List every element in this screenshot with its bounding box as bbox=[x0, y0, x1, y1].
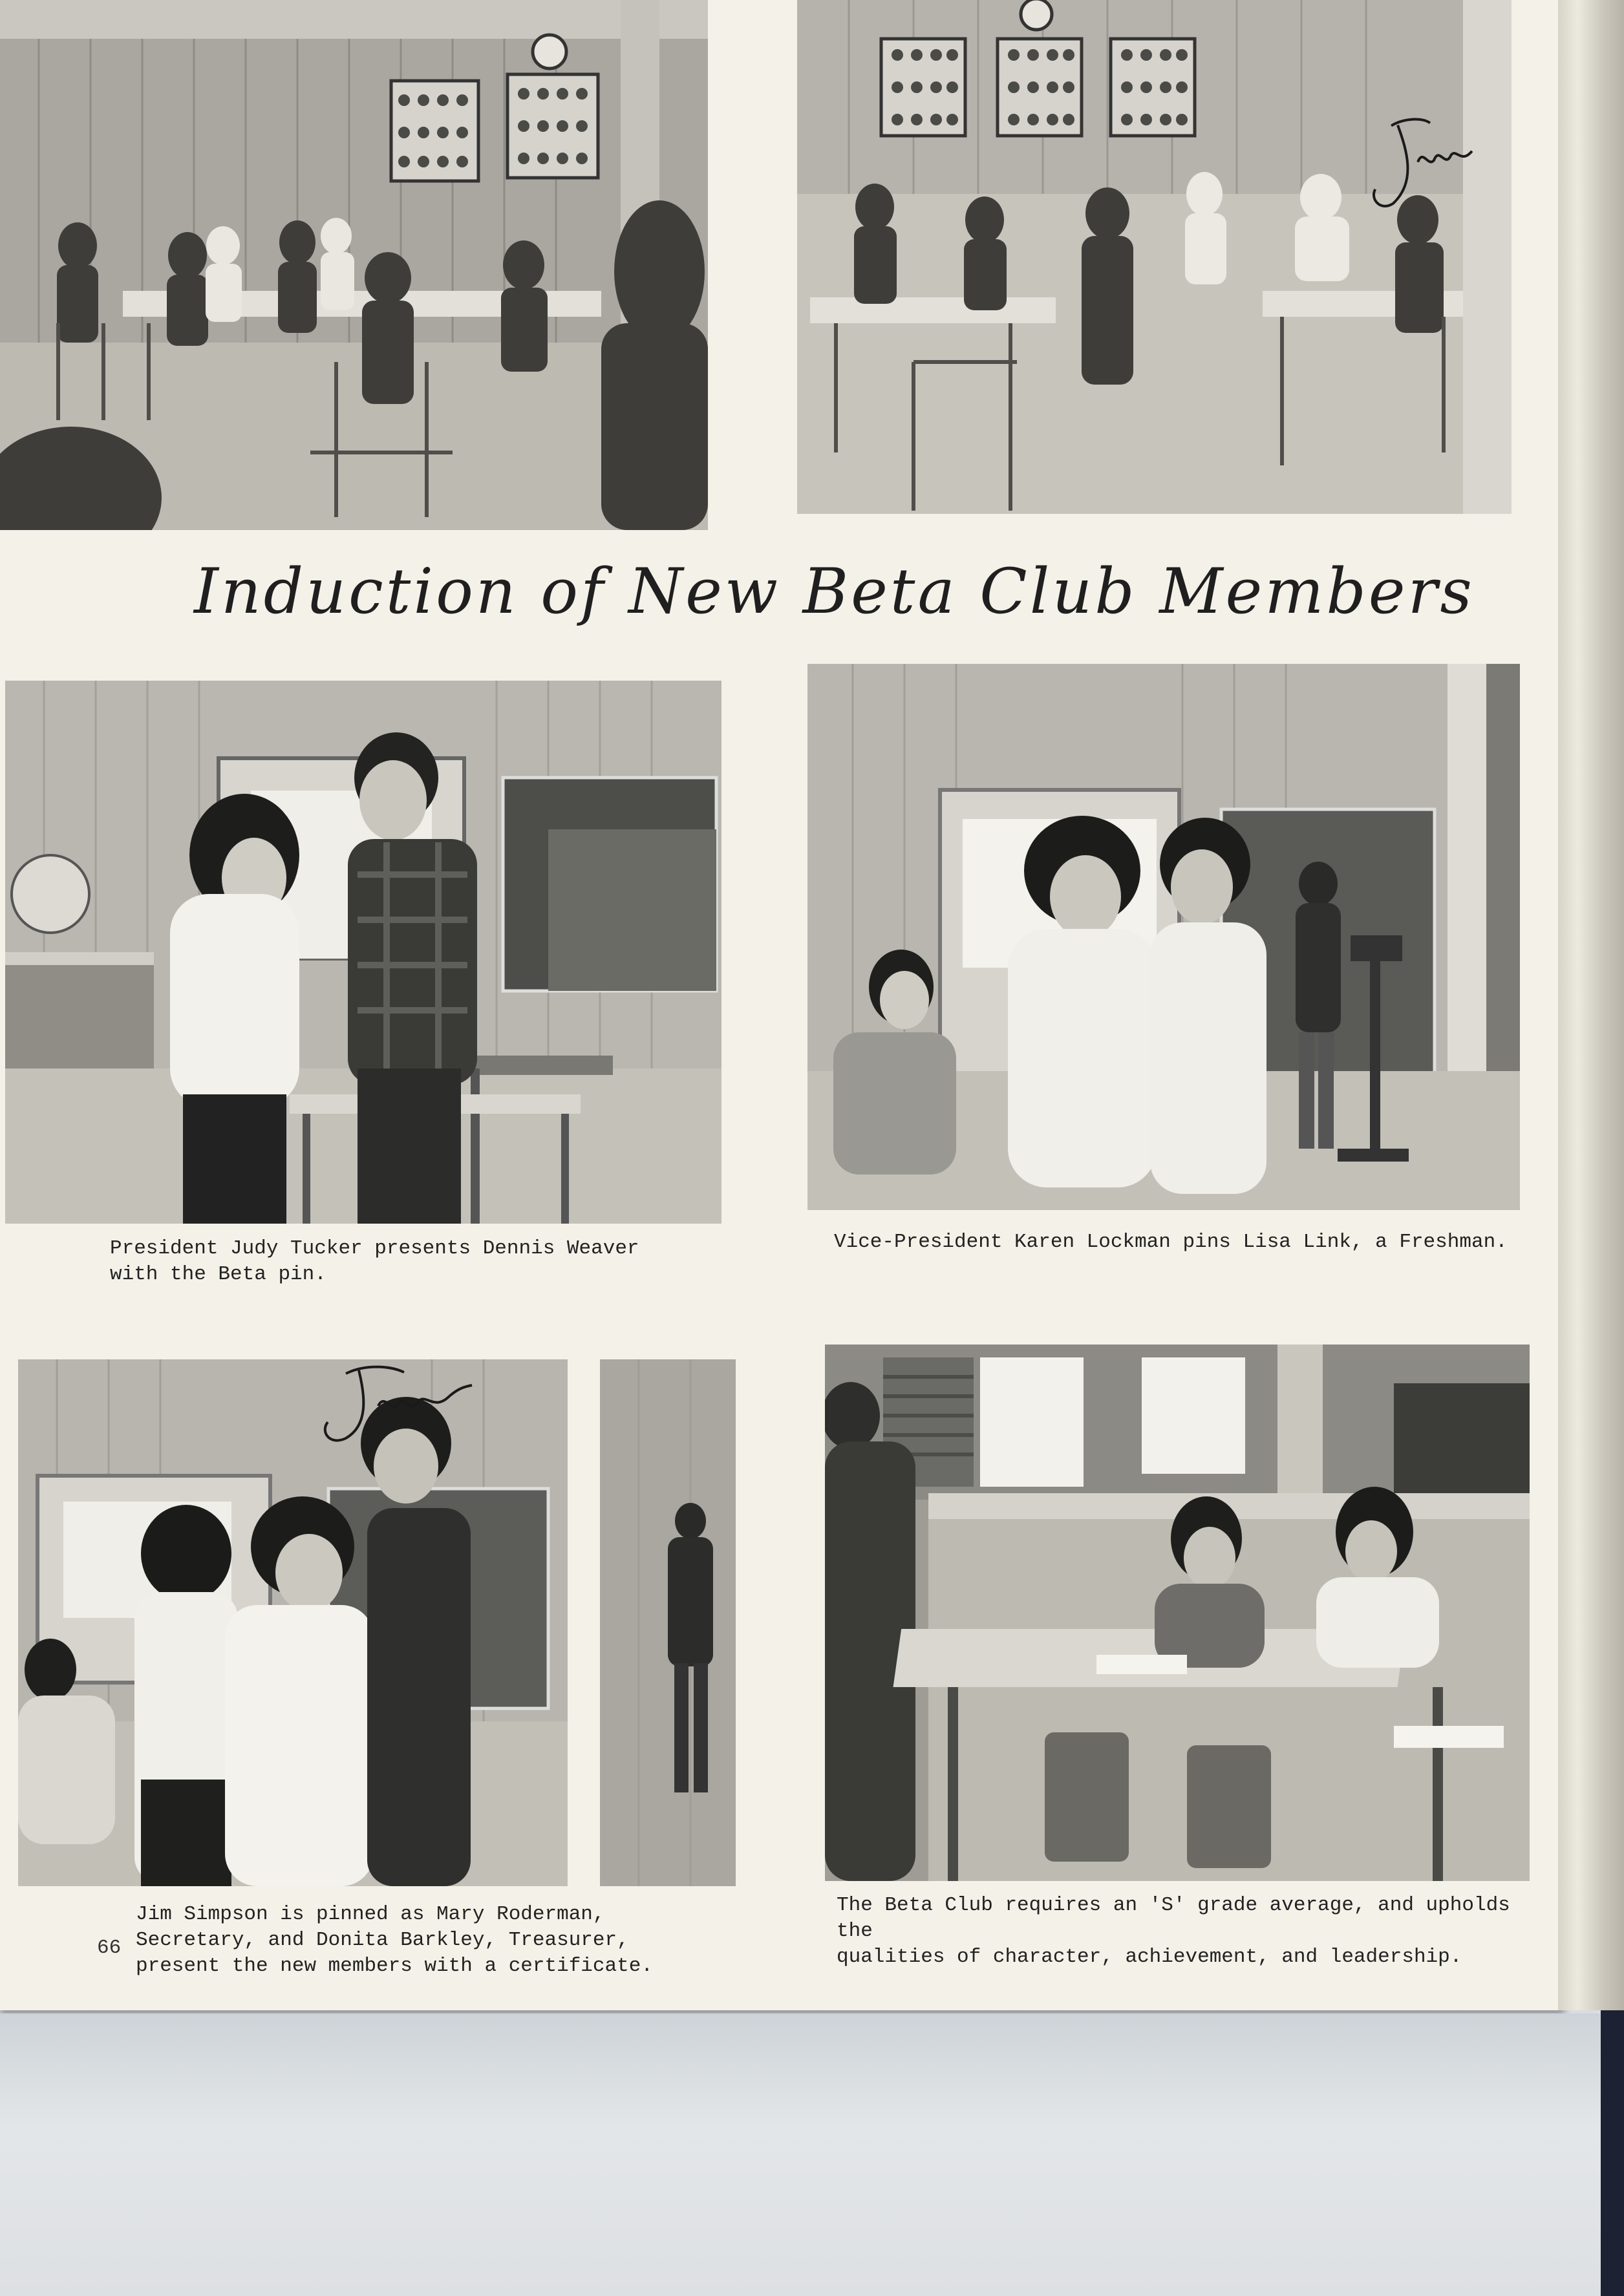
caption-middle-left: President Judy Tucker presents Dennis Weaver with the Beta pin. bbox=[110, 1237, 639, 1286]
book-binding bbox=[1558, 0, 1624, 2010]
handwritten-signature-top bbox=[1358, 104, 1487, 242]
binding-edge bbox=[1601, 2010, 1624, 2296]
caption-bottom-right: The Beta Club requires an 'S' grade average, and upholds the qualities of character, achievement, and leadership. bbox=[837, 1894, 1510, 1968]
photo-classroom-right bbox=[797, 0, 1512, 514]
photo-classroom-left bbox=[0, 0, 708, 530]
caption-middle-right: Vice-President Karen Lockman pins Lisa Link, a Freshman. bbox=[834, 1231, 1508, 1253]
handwritten-signature-bottom bbox=[320, 1361, 475, 1460]
caption-bottom-left: Jim Simpson is pinned as Mary Roderman, Secretary, and Donita Barkley, Treasurer, present the new members with a certificate. bbox=[136, 1903, 653, 1977]
photo-pinning-lisa bbox=[807, 664, 1520, 1210]
scanner-background bbox=[0, 2014, 1601, 2296]
photo-beta-club-table bbox=[825, 1345, 1530, 1881]
page-number: 66 bbox=[97, 1937, 122, 1959]
page-title: Induction of New Beta Club Members bbox=[194, 555, 1475, 628]
photo-pinning-dennis bbox=[5, 681, 721, 1224]
